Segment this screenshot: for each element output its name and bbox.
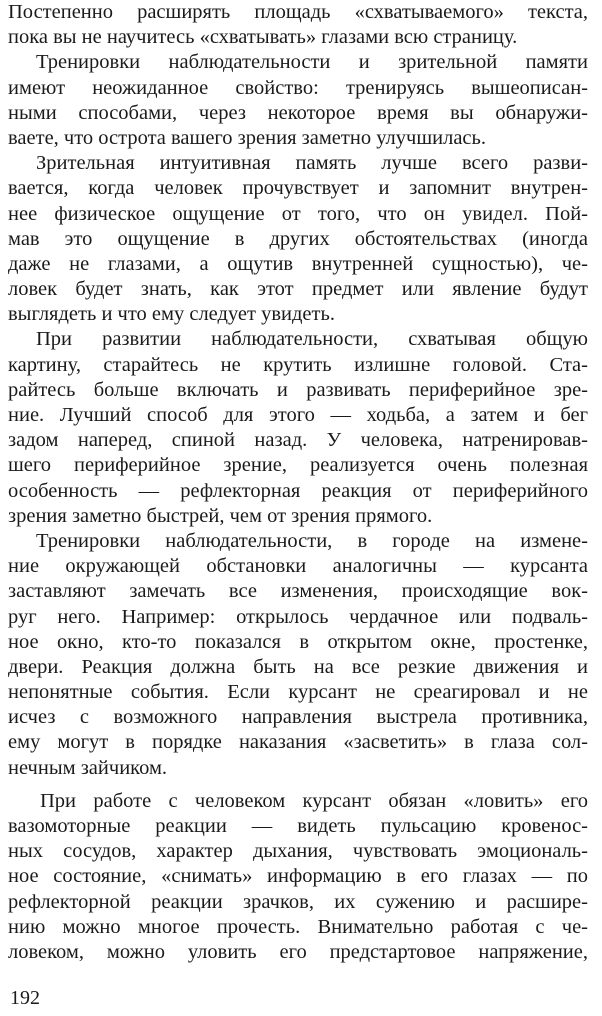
text-line: непонятные события. Если курсант не среагировал и не [8, 681, 588, 704]
text-line: ему могут в порядке наказания «засветить» в глаза сол- [8, 731, 588, 754]
paragraph [8, 327, 588, 529]
text-line: особенность — рефлекторная реакция от периферийного [8, 479, 588, 502]
text-line: ловеком, можно уловить его предстартовое напряжение, [8, 940, 588, 963]
paragraph [8, 50, 588, 151]
text-line: При работе с человеком курсант обязан «ловить» его [40, 789, 588, 812]
text-line: Тренировки наблюдательности, в городе на измене- [36, 529, 588, 552]
text-line: рефлекторной реакции зрачков, их сужению и расшире- [8, 890, 588, 913]
text-line: даже не глазами, а ощутив внутренней сущностью), че- [8, 252, 588, 275]
paragraph [8, 151, 588, 327]
text-line: При развитии наблюдательности, схватывая общую [36, 328, 588, 351]
text-line: нечным зайчиком. [8, 756, 168, 779]
text-line: ние. Лучший способ для этого — ходьба, а затем и бег [8, 404, 588, 426]
text-line: ваете, что острота вашего зрения заметно улучшилась. [8, 126, 486, 149]
text-line: ных сосудов, характер дыхания, чувствовать эмоциональ- [8, 840, 588, 863]
text-line: шего периферийное зрение, реализуется очень полезная [8, 454, 588, 477]
text-line: ловек будет знать, как этот предмет или явление будут [8, 278, 588, 301]
text-line: ное окно, кто-то показался в открытом окне, простенке, [8, 630, 588, 653]
paragraph [8, 529, 588, 781]
text-line: Постепенно расширять площадь «схватываемого» текста, [8, 1, 588, 23]
paragraph-spacer [8, 781, 588, 789]
text-line: нию можно многое прочесть. Внимательно работая с че- [8, 915, 588, 938]
text-line: руг него. Например: открылось чердачное или подваль- [8, 605, 588, 628]
text-line: ное состояние, «снимать» информацию в его глазах — по [8, 865, 588, 888]
text-line: нее физическое ощущение от того, что он увидел. Пой- [8, 202, 588, 225]
text-line: зрения заметно быстрей, чем от зрения прямого. [8, 504, 433, 527]
text-line: райтесь больше включать и развивать периферийное зре- [8, 378, 588, 401]
text-line: Тренировки наблюдательности и зрительной памяти [36, 51, 588, 74]
text-line: мав это ощущение в других обстоятельствах (иногда [8, 227, 588, 250]
text-line: вается, когда человек прочувствует и запомнит внутрен- [8, 177, 588, 200]
text-line: задом наперед, спиной назад. У человека, натренировав- [8, 429, 588, 452]
paragraph [8, 789, 588, 965]
text-line: пока вы не научитесь «схватывать» глазами всю страницу. [8, 26, 518, 49]
text-line: исчез с возможного направления выстрела противника, [8, 706, 588, 729]
body-text [8, 0, 588, 965]
paragraph [8, 0, 588, 50]
text-line: имеют неожиданное свойство: тренируясь вышеописан- [8, 76, 588, 99]
text-line: выглядеть и что ему следует увидеть. [8, 303, 335, 326]
text-line: двери. Реакция должна быть на все резкие движения и [8, 655, 588, 678]
text-line: ние окружающей обстановки аналогичны — курсанта [8, 555, 588, 578]
text-line: заставляют замечать все изменения, происходящие вок- [8, 580, 588, 603]
page-number: 192 [10, 987, 40, 1009]
text-line: вазомоторные реакции — видеть пульсацию кровенос- [8, 815, 588, 837]
text-line: ными способами, через некоторое время вы обнаружи- [8, 101, 588, 124]
text-line: картину, старайтесь не крутить излишне головой. Ста- [8, 353, 588, 376]
text-line: Зрительная интуитивная память лучше всего разви- [36, 152, 588, 175]
